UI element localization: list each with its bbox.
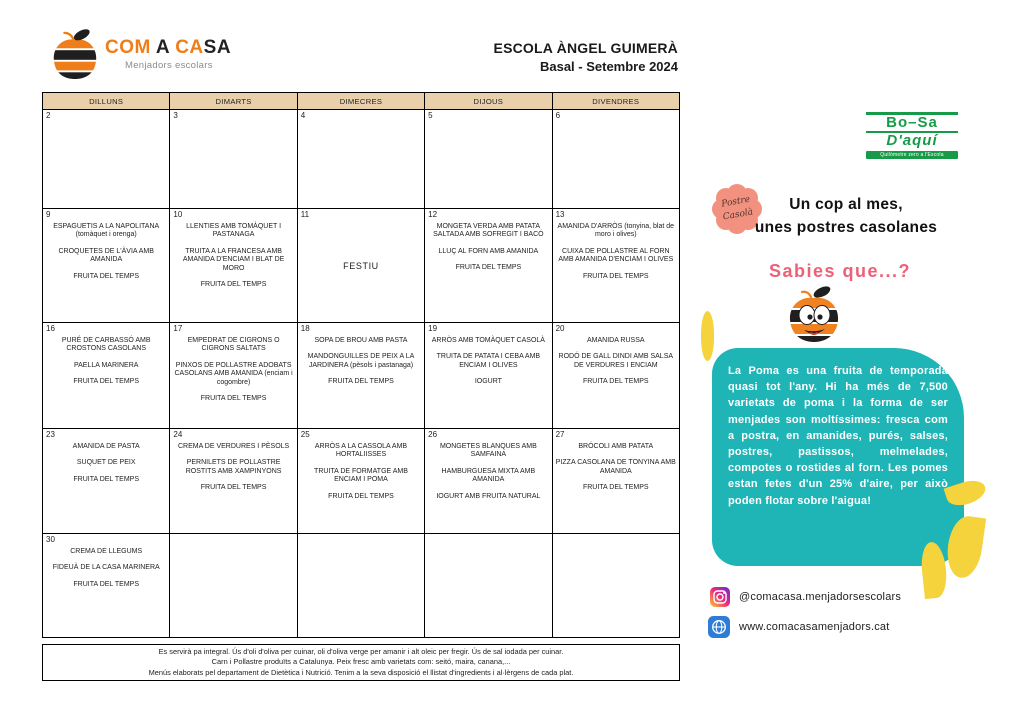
day-number: 25: [300, 430, 310, 439]
day-cell: [552, 429, 679, 534]
menu-list: [553, 323, 679, 397]
day-number: 12: [428, 210, 438, 219]
menu-item: AMANIDA D'ARRÒS (tonyina, blat de moro i olives): [557, 223, 675, 239]
footer-note-line: Carn i Pollastre produïts a Catalunya. Peix fresc amb varietats com: seitó, maira, canana,...: [211, 657, 511, 667]
day-cell: [297, 429, 424, 534]
menu-item: SOPA DE BROU AMB PASTA: [314, 337, 408, 344]
day-cell-festiu: [297, 209, 424, 323]
menu-item: RODÓ DE GALL DINDI AMB SALSA DE VERDURES I ENCIAM: [558, 353, 674, 369]
day-cell: [425, 110, 552, 209]
brand-seg: COM: [105, 37, 151, 58]
day-cell: [425, 429, 552, 534]
day-number: 11: [300, 210, 310, 219]
menu-item: CUIXA DE POLLASTRE AL FORN AMB AMANIDA D'ENCIAM I OLIVES: [558, 247, 674, 264]
instagram-handle[interactable]: @comacasa.menjadorsescolars: [739, 591, 902, 603]
menu-list: [553, 209, 679, 291]
website-row[interactable]: [708, 616, 890, 638]
apple-logo-icon: [50, 28, 100, 82]
day-cell: [43, 429, 170, 534]
menu-item: ESPAGUETIS A LA NAPOLITANA (tomàquet i orenga): [53, 223, 160, 239]
menu-item: CROQUETES DE L'ÀVIA AMB AMANIDA: [58, 247, 154, 264]
menu-list: [425, 323, 551, 397]
day-number: 5: [428, 111, 433, 120]
menu-list: [43, 323, 169, 397]
day-number: 17: [173, 324, 183, 333]
day-cell: [170, 110, 297, 209]
menu-item: FRUITA DEL TEMPS: [73, 475, 139, 483]
day-cell: [43, 209, 170, 323]
menu-item: CREMA DE LLEGUMS: [70, 548, 143, 555]
menu-item: MONGETES BLANQUES AMB SAMFAINA: [439, 443, 537, 459]
menu-item: TRUITA DE PATATA I CEBA AMB ENCIAM I OLIVES: [436, 353, 541, 369]
km-zero-line2: D'aquí: [866, 131, 958, 149]
menu-list: [425, 209, 551, 283]
menu-item: AMANIDA DE PASTA: [72, 443, 140, 450]
brand-name: [105, 38, 231, 57]
menu-item: MANDONGUILLES DE PEIX A LA JARDINERA (pèsols i pastanaga): [307, 353, 415, 369]
menu-item: IOGURT AMB FRUITA NATURAL: [436, 492, 541, 500]
brand-seg: SA: [203, 37, 232, 58]
menu-list: [298, 429, 424, 511]
calendar-week-row: [43, 534, 680, 638]
brand-seg: CA: [175, 37, 204, 58]
calendar-week-row: [43, 209, 680, 323]
badge-line2: Casolà: [722, 207, 754, 223]
menu-period: Basal - Setembre 2024: [539, 59, 678, 74]
weekday-header: DIMECRES: [297, 93, 424, 110]
day-cell: [43, 110, 170, 209]
menu-list: [43, 209, 169, 291]
promo-line2: unes postres casolanes: [754, 219, 938, 236]
fun-fact-text: La Poma es una fruita de temporada quasi tot l'any. Hi ha més de 7,500 varietats de poma i la forma de ser menjades son moltíssimes: fresca com a postra, en amanides, purés, salses, postres, pastissos, melmelades, compotes o rostides al forn. Les pomes estan fetes d'un 25% d'aire, per això poden flotar sobre l'aigua!: [728, 365, 948, 507]
day-number: 19: [428, 324, 438, 333]
calendar-week-row: [43, 110, 680, 209]
footer-note-line: Menús elaborats pel departament de Dietètica i Nutrició. Tenim a la seva disposició el llistat d'ingredients i al·lèrgens de cada plat.: [148, 667, 574, 677]
fun-fact-box: [712, 348, 964, 566]
menu-item: FRUITA DEL TEMPS: [200, 484, 267, 492]
calendar-week-row: [43, 323, 680, 429]
menu-item: FRUITA DEL TEMPS: [582, 484, 649, 492]
empty-cell: [425, 534, 552, 638]
empty-cell: [552, 534, 679, 638]
calendar-week-row: [43, 429, 680, 534]
menu-item: PERNILETS DE POLLASTRE ROSTITS AMB XAMPINYONS: [185, 459, 282, 475]
menu-list: [43, 429, 169, 494]
menu-item: FRUITA DEL TEMPS: [73, 378, 139, 386]
day-cell: [425, 323, 552, 429]
day-number: 30: [46, 535, 55, 544]
day-cell: [297, 323, 424, 429]
document-title: [494, 40, 678, 74]
menu-item: PAELLA MARINERA: [73, 361, 139, 369]
day-cell: [43, 534, 170, 638]
day-number: 2: [46, 111, 51, 120]
menu-item: LLENTIES AMB TOMÀQUET I PASTANAGA: [186, 223, 282, 239]
day-cell: [297, 110, 424, 209]
badge-line1: Postre: [720, 195, 751, 210]
day-number: 20: [555, 324, 565, 333]
footer-note-line: Es servirà pa integral. Ús d'oli d'oliva per cuinar, oli d'oliva verge per amanir i alt oleic per fregir. Ús de sal iodada per cuinar.: [158, 647, 564, 656]
menu-item: LLUÇ AL FORN AMB AMANIDA: [438, 247, 539, 255]
menu-item: FRUITA DEL TEMPS: [73, 272, 139, 280]
day-number: 9: [46, 210, 51, 219]
day-number: 26: [428, 430, 438, 439]
day-cell: [43, 323, 170, 429]
menu-list: [170, 323, 296, 413]
km-zero-logo: [866, 112, 958, 159]
weekday-header: DIVENDRES: [552, 93, 679, 110]
festiu-label: FESTIU: [343, 260, 379, 271]
menu-item: SUQUET DE PEIX: [76, 459, 136, 467]
menu-item: HAMBURGUESA MIXTA AMB AMANIDA: [441, 467, 536, 484]
empty-cell: [170, 534, 297, 638]
brand-text: [105, 38, 231, 71]
km-zero-tagline: Quilòmetre zero a l'Escola: [866, 151, 958, 159]
menu-list: [425, 429, 551, 511]
weekday-header: DILLUNS: [43, 93, 170, 110]
day-number: 3: [173, 111, 178, 120]
day-number: 18: [300, 324, 310, 333]
menu-list: [43, 534, 169, 599]
menu-item: FRUITA DEL TEMPS: [328, 492, 394, 500]
menu-item: PINXOS DE POLLASTRE ADOBATS CASOLANS AMB AMANIDA (enciam i cogombre): [174, 361, 293, 386]
day-number: 13: [555, 210, 565, 219]
menu-item: FRUITA DEL TEMPS: [328, 378, 394, 386]
weekday-header: DIMARTS: [170, 93, 297, 110]
empty-cell: [297, 534, 424, 638]
menu-item: FRUITA DEL TEMPS: [455, 264, 522, 272]
instagram-row[interactable]: [710, 587, 901, 607]
calendar-header-row: [43, 93, 680, 110]
menu-list: [170, 429, 296, 503]
day-number: 10: [173, 210, 183, 219]
day-number: 6: [555, 111, 561, 120]
promo-line1: Un cop al mes,: [789, 196, 903, 213]
day-cell: [552, 110, 679, 209]
yellow-blob-decoration: [701, 311, 714, 361]
day-cell: [425, 209, 552, 323]
menu-item: IOGURT: [474, 378, 502, 386]
menu-list: [298, 323, 424, 397]
km-zero-line1: Bo–Sa: [866, 112, 958, 131]
day-cell: [552, 323, 679, 429]
brand-seg: A: [150, 37, 176, 58]
apple-mascot-icon: [780, 286, 848, 346]
menu-item: FRUITA DEL TEMPS: [200, 394, 267, 402]
did-you-know-heading: Sabies que...?: [768, 261, 912, 281]
globe-icon: [708, 616, 730, 638]
menu-item: CREMA DE VERDURES I PÈSOLS: [177, 443, 290, 450]
monthly-dessert-promo: [722, 193, 970, 239]
menu-item: EMPEDRAT DE CIGRONS O CIGRONS SALTATS: [187, 337, 280, 353]
menu-item: FIDEUÀ DE LA CASA MARINERA: [52, 564, 160, 572]
day-number: 24: [173, 430, 183, 439]
menu-item: FRUITA DEL TEMPS: [582, 378, 649, 386]
menu-item: AMANIDA RUSSA: [586, 337, 645, 344]
menu-item: BRÓCOLI AMB PATATA: [578, 443, 654, 450]
menu-item: PIZZA CASOLANA DE TONYINA AMB AMANIDA: [555, 459, 676, 475]
menu-list: [553, 429, 679, 503]
school-name: ESCOLA ÀNGEL GUIMERÀ: [493, 40, 678, 56]
menu-item: FRUITA DEL TEMPS: [73, 580, 139, 588]
day-number: 23: [46, 430, 55, 439]
day-number: 4: [300, 111, 306, 120]
day-cell: [170, 429, 297, 534]
brand: [50, 28, 231, 82]
menu-item: TRUITA DE FORMATGE AMB ENCIAM I POMA: [314, 467, 408, 484]
menu-item: ARRÒS AMB TOMÀQUET CASOLÀ: [431, 337, 545, 344]
menu-item: MONGETA VERDA AMB PATATA SALTADA AMB SOFREGIT I BACÓ: [433, 223, 544, 239]
website-url[interactable]: www.comacasamenjadors.cat: [739, 621, 890, 633]
instagram-icon: [710, 587, 730, 607]
brand-subtitle: Menjadors escolars: [125, 60, 213, 71]
menu-item: PURÉ DE CARBASSÓ AMB CROSTONS CASOLANS: [61, 337, 151, 353]
day-cell: [552, 209, 679, 323]
day-number: 16: [46, 324, 55, 333]
menu-item: FRUITA DEL TEMPS: [200, 280, 267, 288]
day-cell: [170, 323, 297, 429]
menu-calendar: [42, 92, 680, 638]
footer-notes: [42, 644, 680, 681]
menu-item: FRUITA DEL TEMPS: [582, 272, 649, 280]
menu-item: TRUITA A LA FRANCESA AMB AMANIDA D'ENCIAM I BLAT DE MORO: [182, 247, 285, 272]
day-number: 27: [555, 430, 565, 439]
menu-list: [170, 209, 296, 299]
menu-item: ARRÒS A LA CASSOLA AMB HORTALIISSES: [314, 443, 408, 459]
weekday-header: DIJOUS: [425, 93, 552, 110]
day-cell: [170, 209, 297, 323]
